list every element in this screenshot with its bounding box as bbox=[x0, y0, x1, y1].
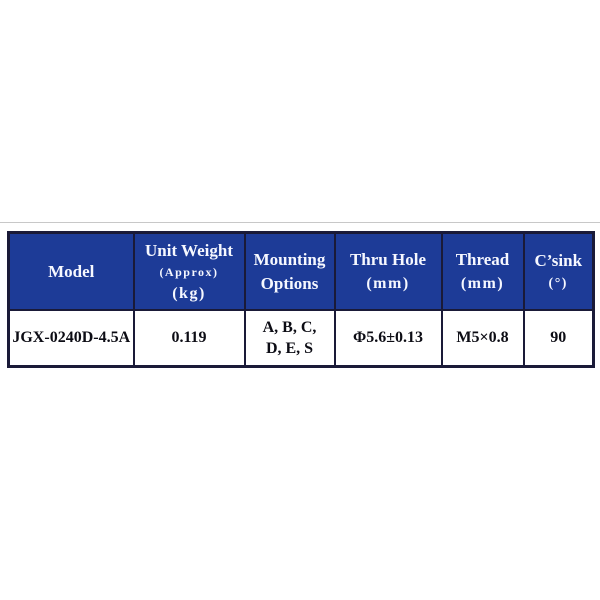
header-label-thread: Thread bbox=[455, 250, 510, 269]
table-body bbox=[9, 310, 594, 367]
table-row bbox=[9, 310, 594, 367]
value-mounting-line1: A, B, C, bbox=[262, 319, 317, 336]
value-thru-hole: Φ5.6±0.13 bbox=[352, 329, 424, 346]
value-unit-weight: 0.119 bbox=[171, 329, 207, 346]
header-cell-csink bbox=[524, 233, 594, 311]
header-label-thru-hole-mm: (mm) bbox=[366, 275, 410, 292]
cell-model bbox=[9, 310, 134, 367]
header-label-csink: C’sink bbox=[534, 250, 583, 270]
header-cell-unit-weight bbox=[134, 233, 245, 311]
header-label-thread-mm: (mm) bbox=[460, 275, 505, 292]
cell-unit-weight bbox=[134, 310, 245, 367]
header-label-unit-weight: Unit Weight bbox=[144, 240, 233, 260]
header-label-thru-hole: Thru Hole bbox=[349, 250, 427, 269]
header-cell-thru-hole bbox=[335, 233, 442, 311]
spec-table bbox=[7, 231, 595, 368]
table-header-row bbox=[9, 233, 594, 311]
header-label-options: Options bbox=[260, 273, 319, 293]
value-csink: 90 bbox=[550, 329, 567, 346]
value-mounting-line2: D, E, S bbox=[265, 340, 314, 357]
header-label-approx: (Approx) bbox=[159, 264, 219, 279]
value-thread: M5×0.8 bbox=[456, 329, 509, 346]
header-cell-model bbox=[9, 233, 134, 311]
horizontal-divider-line bbox=[0, 222, 600, 223]
header-label-csink-degree: (°) bbox=[548, 275, 568, 291]
header-label-model: Model bbox=[48, 261, 95, 281]
cell-thread bbox=[442, 310, 524, 367]
cell-thru-hole bbox=[335, 310, 442, 367]
cell-mounting-options bbox=[245, 310, 335, 367]
spec-table-container bbox=[7, 231, 595, 368]
header-label-mounting: Mounting bbox=[253, 249, 326, 269]
header-cell-thread bbox=[442, 233, 524, 311]
header-cell-mounting-options bbox=[245, 233, 335, 311]
header-label-kg: (kg) bbox=[172, 284, 206, 302]
cell-csink bbox=[524, 310, 594, 367]
value-model: JGX-0240D-4.5A bbox=[12, 329, 131, 346]
